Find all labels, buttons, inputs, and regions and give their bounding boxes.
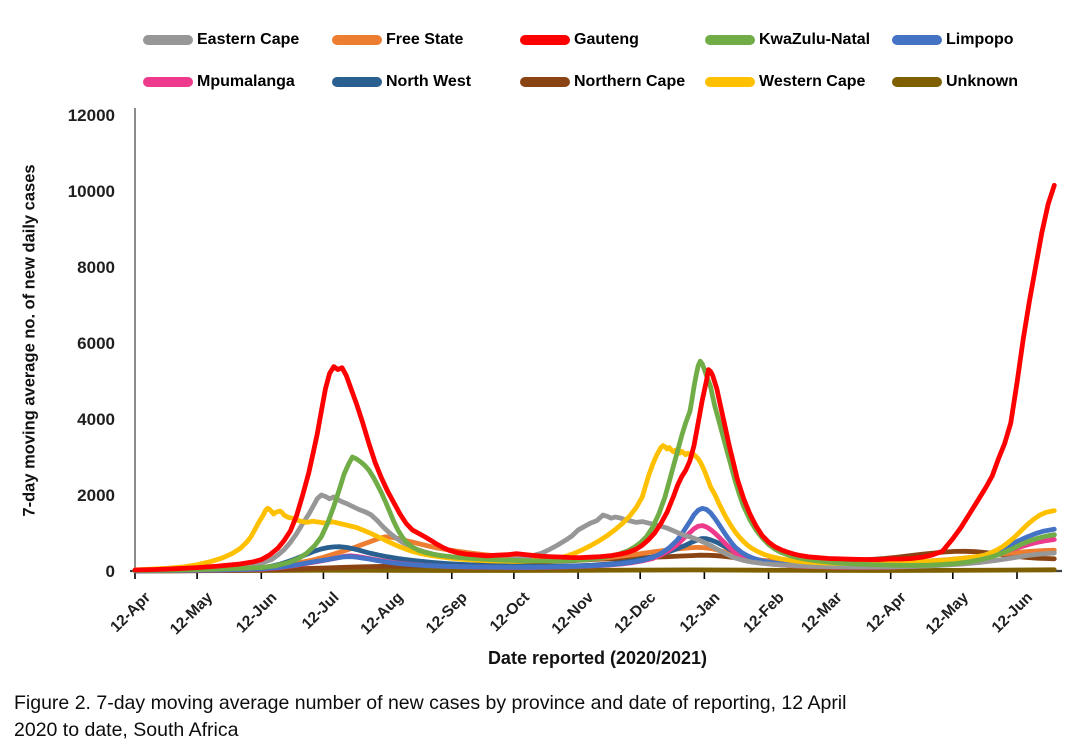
x-tick-label: 12-Apr [863,589,910,636]
series-line-kwazulu-natal [135,361,1054,570]
caption-line-2: 2020 to date, South Africa [14,719,239,741]
x-tick-label: 12-Nov [548,589,598,638]
legend-label-eastern-cape: Eastern Cape [197,31,300,48]
legend-label-north-west: North West [386,73,472,90]
x-tick-label: 12-Apr [107,589,155,636]
x-tick-label: 12-Jun [233,589,281,637]
y-tick-label: 6000 [77,334,115,353]
y-tick-label: 10000 [67,182,115,201]
legend-label-free-state: Free State [386,31,464,48]
x-tick-label: 12-May [922,589,972,639]
legend-label-kwazulu-natal: KwaZulu-Natal [759,31,871,48]
y-tick-label: 8000 [77,258,115,277]
x-tick-label: 12-May [166,589,217,639]
x-axis-title: Date reported (2020/2021) [487,648,708,668]
y-tick-label: 2000 [77,486,115,505]
y-tick-label: 0 [105,562,115,581]
legend-label-limpopo: Limpopo [946,31,1014,48]
x-tick-label: 12-Sep [422,589,471,638]
x-tick-label: 12-Mar [798,589,846,637]
x-tick-label: 12-Feb [740,589,788,637]
x-tick-label: 12-Oct [486,589,533,636]
x-tick-label: 12-Jun [988,589,1037,637]
x-tick-label: 12-Aug [357,589,407,639]
legend-label-gauteng: Gauteng [574,31,639,48]
y-tick-label: 4000 [77,410,115,429]
x-tick-label: 12-Jul [298,589,343,633]
x-tick-label: 12-Jan [676,589,724,636]
legend-label-unknown: Unknown [946,73,1018,90]
y-tick-label: 12000 [67,106,115,125]
legend-label-western-cape: Western Cape [759,73,866,90]
caption-line-1: Figure 2. 7-day moving average number of new cases by province and date of reporting, 12 April [14,692,847,714]
y-axis-title: 7-day moving average no. of new daily cases [20,164,39,517]
x-tick-label: 12-Dec [611,589,660,638]
legend-label-mpumalanga: Mpumalanga [197,73,295,90]
figure-caption [14,690,1078,744]
legend-label-northern-cape: Northern Cape [574,73,686,90]
